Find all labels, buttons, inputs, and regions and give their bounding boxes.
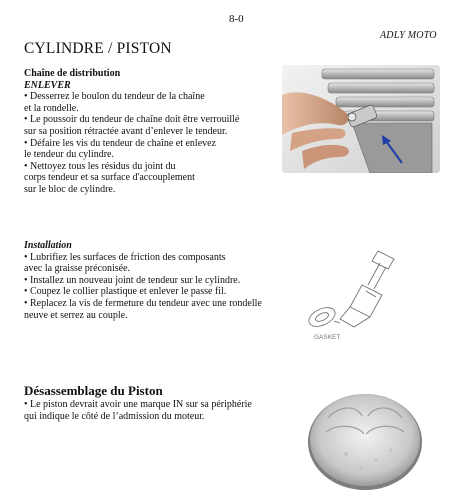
chaine-line: et la rondelle.: [24, 102, 79, 114]
chaine-line: sur sa position rétractée avant d’enlever le tendeur.: [24, 125, 228, 137]
chaine-line: • Le poussoir du tendeur de chaîne doit être verrouillé: [24, 114, 240, 126]
tensioner-photo: [282, 65, 440, 173]
piston-line: • Le piston devrait avoir une marque IN sur sa périphérie: [24, 399, 252, 410]
gasket-label: GASKET: [314, 334, 341, 341]
page-title: CYLINDRE / PISTON: [24, 40, 172, 57]
installation-line: avec la graisse préconisée.: [24, 263, 131, 275]
piston-section: [24, 399, 289, 422]
installation-line: • Installez un nouveau joint de tendeur sur le cylindre.: [24, 274, 241, 286]
chaine-section: [24, 68, 289, 196]
installation-line: • Replacez la vis de fermeture du tendeur avec une rondelle: [24, 297, 262, 309]
piston-line: qui indique le côté de l’admission du moteur.: [24, 410, 205, 422]
chaine-line: corps tendeur et sa surface d'accouplement: [24, 172, 195, 184]
chaine-line: le tendeur du cylindre.: [24, 149, 114, 161]
chaine-heading: Chaîne de distribution: [24, 68, 121, 79]
chaine-line: • Défaire les vis du tendeur de chaîne et enlevez: [24, 137, 217, 149]
page-number: 8-0: [229, 13, 244, 25]
chaine-line: • Desserrez le boulon du tendeur de la chaîne: [24, 91, 205, 103]
chaine-line: sur le bloc de cylindre.: [24, 183, 116, 195]
installation-heading: Installation: [24, 240, 72, 251]
installation-section: [24, 240, 289, 321]
installation-line: • Coupez le collier plastique et enlever le passe fil.: [24, 286, 227, 298]
installation-line: neuve et serrez au couple.: [24, 309, 128, 321]
piston-heading: Désassemblage du Piston: [24, 383, 163, 398]
chaine-line: • Nettoyez tous les résidus du joint du: [24, 160, 176, 172]
installation-line: • Lubrifiez les surfaces de friction des composants: [24, 251, 226, 263]
piston-photo: [306, 388, 424, 492]
chaine-subheading: ENLEVER: [24, 79, 71, 91]
brand-name: ADLY MOTO: [380, 30, 437, 41]
tensioner-diagram: [300, 245, 410, 345]
